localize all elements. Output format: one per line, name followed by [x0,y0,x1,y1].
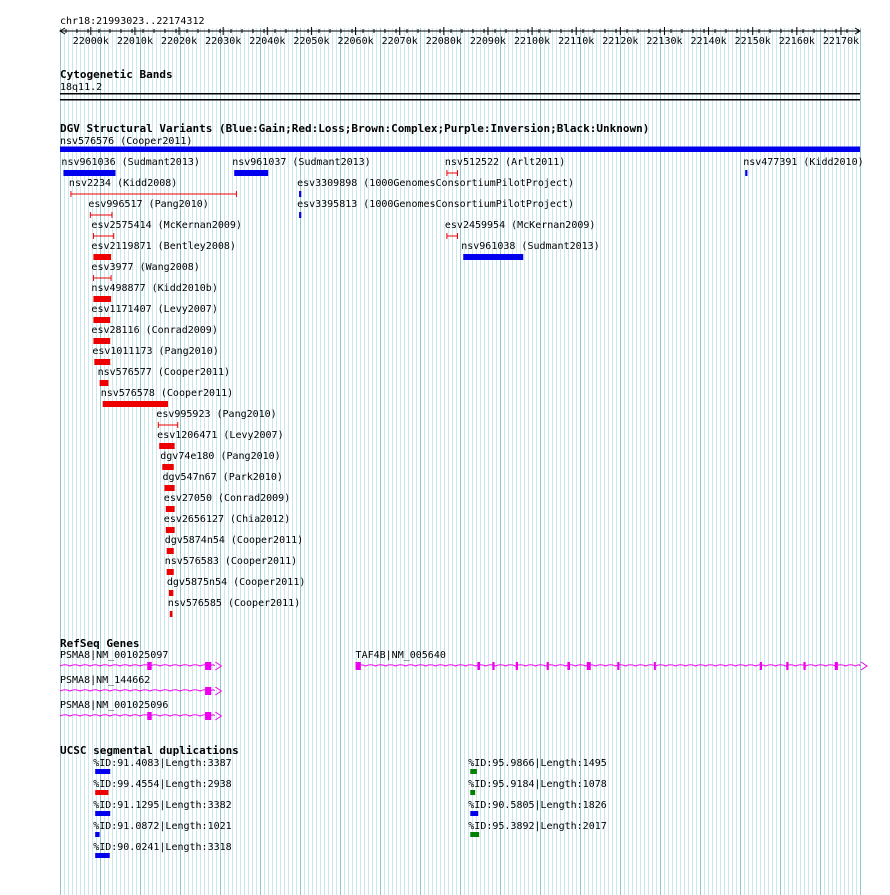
dgv-feature-glyph [94,359,110,365]
segdup-feature-glyph [95,811,110,816]
dgv-feature-label: esv3309898 (1000GenomesConsortiumPilotProject) [297,178,575,189]
refseq-gene-exon [803,662,805,670]
segdup-feature-label: %ID:95.9866|Length:1495 [468,758,607,769]
segdup-feature[interactable] [468,800,606,816]
ruler-tick-label: 22150k [734,36,771,47]
ruler-tick-label: 22140k [690,36,727,47]
ruler-tick-label: 22000k [72,36,109,47]
dgv-feature-label: esv1206471 (Levy2007) [157,430,284,441]
dgv-feature-glyph [745,170,747,176]
segdup-feature-label: %ID:99.4554|Length:2938 [93,779,232,790]
dgv-feature-glyph [93,296,111,302]
ruler-tick-label: 22160k [778,36,815,47]
dgv-feature-label: dgv74e180 (Pang2010) [160,451,281,462]
dgv-feature-label: esv2575414 (McKernan2009) [91,220,242,231]
dgv-feature-glyph [169,590,173,596]
refseq-gene-intron [60,715,214,716]
dgv-feature-label: nsv477391 (Kidd2010) [743,157,864,168]
refseq-gene-exon [516,662,518,670]
dgv-feature-glyph [166,527,175,533]
dgv-feature-glyph [159,443,174,449]
dgv-feature[interactable] [232,157,370,176]
segdup-feature[interactable] [93,779,231,795]
dgv-feature[interactable] [91,262,199,281]
segdup-feature[interactable] [468,821,606,837]
ruler-tick-label: 22170k [822,36,860,47]
refseq-gene-intron [60,665,214,666]
dgv-feature-label: esv27050 (Conrad2009) [163,493,291,504]
dgv-feature[interactable] [91,220,242,239]
dgv-feature-label: esv3977 (Wang2008) [91,262,200,273]
cytoband-bar [60,93,860,95]
dgv-feature-label: dgv5874n54 (Cooper2011) [164,535,304,546]
ruler-tick-label: 22010k [116,36,153,47]
segdup-feature-glyph [470,790,475,795]
refseq-gene-exon [477,662,480,670]
segdup-feature-label: %ID:95.9184|Length:1078 [468,779,607,790]
ruler-tick-label: 22120k [602,36,639,47]
segdup-track-title: UCSC segmental duplications [60,744,239,757]
refseq-gene-label: TAF4B|NM_005640 [355,650,446,661]
dgv-feature[interactable] [91,283,217,302]
dgv-track-title: DGV Structural Variants (Blue:Gain;Red:Loss;Brown:Complex;Purple:Inversion;Black:Unknown) [60,122,650,135]
cytoband-divider [60,99,860,101]
segdup-feature-label: %ID:90.0241|Length:3318 [93,842,232,853]
dgv-feature[interactable] [461,241,599,260]
refseq-gene-exon [147,662,151,670]
segdup-feature[interactable] [93,821,231,837]
dgv-feature[interactable] [743,157,863,176]
ruler-tick-label: 22060k [337,36,374,47]
dgv-feature-glyph [234,170,268,176]
dgv-feature-label: nsv512522 (Arlt2011) [444,157,566,168]
location-label: chr18:21993023..22174312 [60,16,205,27]
segdup-feature-glyph [95,832,99,837]
dgv-feature-label: nsv961036 (Sudmant2013) [61,157,200,168]
refseq-gene-exon [547,662,549,670]
dgv-feature-label: esv1011173 (Pang2010) [92,346,219,357]
dgv-feature-label: esv995923 (Pang2010) [156,409,277,420]
ruler-tick-label: 22030k [205,36,242,47]
dgv-feature-glyph [60,147,860,153]
segdup-feature-label: %ID:91.4083|Length:3387 [93,758,232,769]
ruler-tick-label: 22080k [425,36,462,47]
refseq-gene-exon [617,662,619,670]
segdup-feature-glyph [95,853,110,858]
dgv-feature-glyph [463,254,523,260]
dgv-feature[interactable] [164,493,290,512]
segdup-feature-glyph [95,769,110,774]
dgv-feature-glyph [93,317,110,323]
dgv-feature-label: nsv576577 (Cooper2011) [97,367,231,378]
dgv-feature-glyph [93,338,110,344]
dgv-feature[interactable] [445,157,565,176]
ruler-tick-label: 22040k [249,36,286,47]
ruler-tick-label: 22070k [381,36,418,47]
segdup-feature-label: %ID:95.3892|Length:2017 [468,821,607,832]
refseq-gene-label: PSMA8|NM_001025097 [60,650,169,661]
refseq-gene-label: PSMA8|NM_001025096 [60,700,169,711]
refseq-gene-intron [356,665,860,666]
dgv-feature-glyph [100,380,109,386]
refseq-gene-exon [654,662,656,670]
refseq-gene-exon [205,662,211,670]
dgv-feature-label: esv2656127 (Chia2012) [163,514,291,525]
refseq-gene-exon [760,662,762,670]
dgv-feature[interactable] [98,367,230,386]
dgv-feature-glyph [93,254,111,260]
ruler-tick-label: 22130k [646,36,683,47]
refseq-track [60,637,867,720]
refseq-gene-exon [147,712,151,720]
dgv-feature-glyph [103,401,168,407]
dgv-feature[interactable] [91,304,217,323]
dgv-feature-glyph [162,464,173,470]
dgv-feature-label: nsv576576 (Cooper2011) [60,136,193,147]
cytoband-label: 18q11.2 [60,82,103,93]
refseq-gene-exon [492,662,494,670]
segdup-feature-glyph [470,832,479,837]
dgv-feature-label: nsv961037 (Sudmant2013) [232,157,371,168]
dgv-feature-glyph [63,170,115,176]
dgv-feature[interactable] [92,346,218,365]
dgv-feature-glyph [164,485,174,491]
segdup-feature-glyph [470,811,478,816]
refseq-gene-exon [205,712,211,720]
refseq-gene-exon [356,662,361,670]
dgv-feature-label: esv28116 (Conrad2009) [91,325,218,336]
dgv-feature-label: nsv576583 (Cooper2011) [164,556,298,567]
cytoband-track-title: Cytogenetic Bands [60,68,173,81]
segdup-feature[interactable] [468,758,606,774]
ruler-tick-label: 22100k [514,36,551,47]
segdup-feature-label: %ID:91.1295|Length:3382 [93,800,232,811]
dgv-feature-glyph [166,506,175,512]
dgv-feature[interactable] [101,388,233,407]
dgv-feature-label: esv996517 (Pang2010) [88,199,209,210]
segdup-feature-glyph [95,790,108,795]
segdup-feature[interactable] [468,779,606,795]
segdup-feature-label: %ID:90.5805|Length:1826 [468,800,607,811]
refseq-gene-exon [835,662,838,670]
refseq-gene-intron [60,690,214,691]
dgv-feature-label: esv2119871 (Bentley2008) [91,241,236,252]
segdup-feature-label: %ID:91.0872|Length:1021 [93,821,232,832]
refseq-gene-exon [567,662,570,670]
dgv-feature-label: nsv2234 (Kidd2008) [68,178,178,189]
dgv-feature[interactable] [165,535,303,554]
ruler-tick-label: 22020k [160,36,198,47]
refseq-gene-exon [587,662,591,670]
segdup-feature-glyph [470,769,477,774]
dgv-feature-label: dgv547n67 (Park2010) [162,472,283,483]
segdup-feature[interactable] [93,842,231,858]
dgv-feature-label: nsv961038 (Sudmant2013) [461,241,600,252]
dgv-feature[interactable] [91,241,236,260]
dgv-feature-glyph [299,212,301,218]
dgv-feature-label: nsv498877 (Kidd2010b) [91,283,218,294]
dgv-feature-label: nsv576585 (Cooper2011) [167,598,301,609]
dgv-feature-label: nsv576578 (Cooper2011) [100,388,234,399]
dgv-feature-label: esv1171407 (Levy2007) [91,304,218,315]
dgv-feature-label: esv2459954 (McKernan2009) [444,220,596,231]
refseq-gene-exon [786,662,788,670]
ruler-tick-label: 22110k [558,36,595,47]
dgv-feature-glyph [167,569,174,575]
ruler-tick-label: 22090k [469,36,507,47]
refseq-gene-label: PSMA8|NM_144662 [60,675,151,686]
dgv-feature[interactable] [91,325,217,344]
refseq-track-title: RefSeq Genes [60,637,140,650]
dgv-feature-glyph [170,611,173,617]
refseq-gene-strand-arrow [861,662,867,670]
ruler[interactable] [60,16,860,47]
segdup-feature[interactable] [93,800,231,816]
dgv-feature[interactable] [164,514,290,533]
refseq-gene-exon [205,687,211,695]
dgv-feature-label: dgv5875n54 (Cooper2011) [166,577,306,588]
dgv-feature-glyph [167,548,174,554]
dgv-feature-label: esv3395813 (1000GenomesConsortiumPilotProject) [297,199,575,210]
dgv-feature[interactable] [69,178,236,197]
segdup-feature[interactable] [93,758,231,774]
dgv-feature-glyph [299,191,301,197]
ruler-tick-label: 22050k [293,36,330,47]
dgv-feature[interactable] [61,157,199,176]
